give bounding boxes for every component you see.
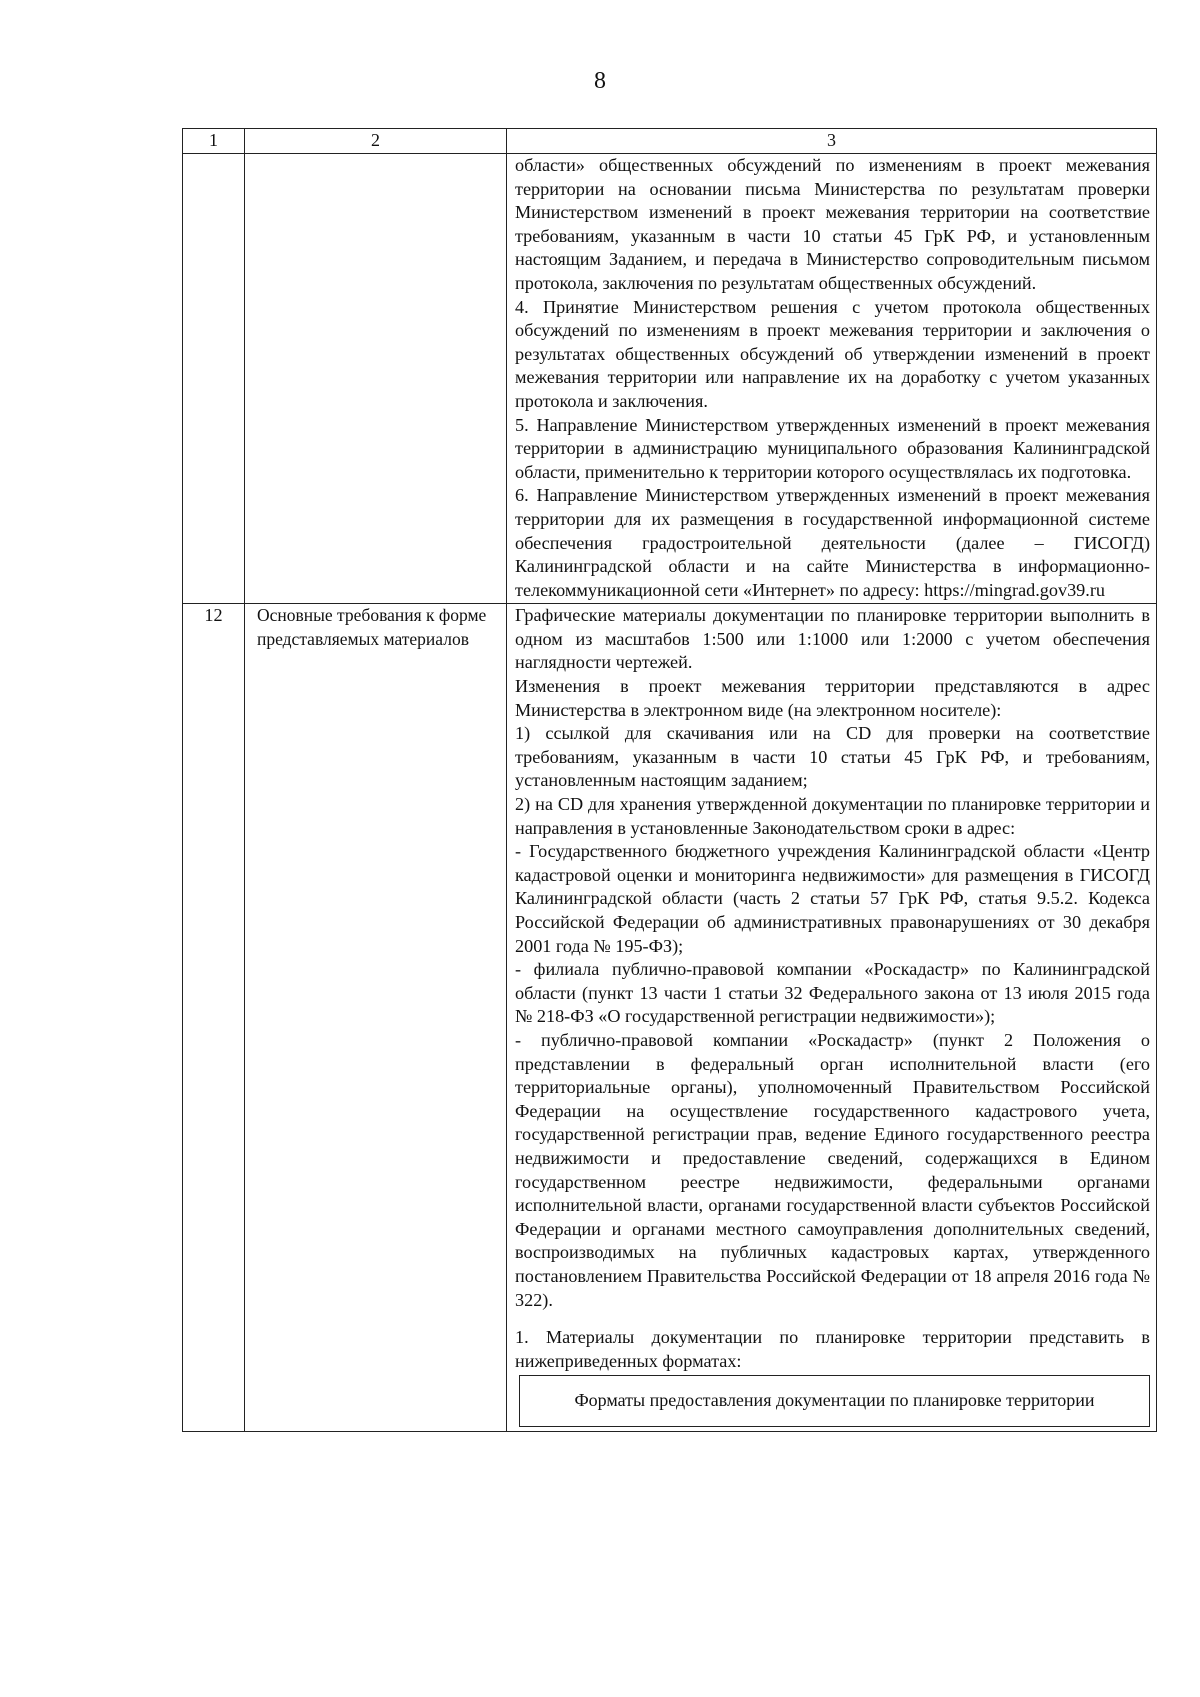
row-title: Основные требования к форме представляемых материалов — [245, 604, 507, 1432]
paragraph: 4. Принятие Министерством решения с учетом протокола общественных обсуждений по изменениям в проект межевания территории и заключения о результатах общественных обсуждений об утверждении изменений в проект межевания территории или направление их на доработку с учетом указанных протокола и заключения. — [515, 296, 1150, 411]
requirements-table — [182, 128, 1157, 1432]
row-content — [507, 154, 1157, 604]
row-content — [507, 604, 1157, 1432]
column-header-2: 2 — [245, 129, 507, 154]
row-number: 12 — [183, 604, 245, 1432]
paragraph: 6. Направление Министерством утвержденных изменений в проект межевания территории для их размещения в государственной информационной системе обеспечения градостроительной деятельности (далее – ГИСОГД) Калининградской области и на сайте Министерства в информационно-телекоммуникационной сети «Интернет» по адресу: https://mingrad.gov39.ru — [515, 485, 1150, 600]
table-row — [183, 604, 1157, 1432]
paragraph: - филиала публично-правовой компании «Роскадастр» по Калининградской области (пункт 13 части 1 статьи 32 Федерального закона от 13 июля 2015 года № 218-ФЗ «О государственной регистрации недвижимости»); — [515, 959, 1150, 1027]
paragraph: 1) ссылкой для скачивания или на CD для проверки на соответствие требованиям, указанным в части 10 статьи 45 ГрК РФ, и требованиям, установленным настоящим заданием; — [515, 723, 1150, 791]
formats-table-header: Форматы предоставления документации по планировке территории — [519, 1375, 1150, 1427]
paragraph: 5. Направление Министерством утвержденных изменений в проект межевания территории в администрацию муниципального образования Калининградской области, применительно к территории которого осуществлялась их подготовка. — [515, 414, 1150, 482]
paragraph: Изменения в проект межевания территории представляются в адрес Министерства в электронном виде (на электронном носителе): — [515, 676, 1150, 720]
column-header-1: 1 — [183, 129, 245, 154]
paragraph: Графические материалы документации по планировке территории выполнить в одном из масштабов 1:500 или 1:1000 или 1:2000 с учетом обеспечения наглядности чертежей. — [515, 605, 1150, 673]
row-number — [183, 154, 245, 604]
page-number: 8 — [594, 68, 606, 94]
paragraph: области» общественных обсуждений по изменениям в проект межевания территории на основании письма Министерства по результатам проверки Министерством изменений в проект межевания территории на соответствие требованиям, указанным в части 10 статьи 45 ГрК РФ, и установленным настоящим Заданием, и передача в Министерство сопроводительным письмом протокола, заключения по результатам общественных обсуждений. — [515, 155, 1150, 293]
table-header-row — [183, 129, 1157, 154]
paragraph: 2) на CD для хранения утвержденной документации по планировке территории и направления в установленные Законодательством сроки в адрес: — [515, 794, 1150, 838]
column-header-3: 3 — [507, 129, 1157, 154]
row-title — [245, 154, 507, 604]
formats-intro-paragraph: 1. Материалы документации по планировке территории представить в нижеприведенных форматах: — [515, 1327, 1150, 1371]
paragraph: - публично-правовой компании «Роскадастр» (пункт 2 Положения о представлении в федеральный орган исполнительной власти (его территориальные органы), уполномоченный Правительством Российской Федерации на осуществление государственного кадастрового учета, государственной регистрации прав, ведение Единого государственного реестра недвижимости и предоставление сведений, содержащихся в Едином государственном реестре недвижимости, федеральными органами исполнительной власти, органами государственной власти субъектов Российской Федерации и органами местного самоуправления дополнительных сведений, воспроизводимых на публичных кадастровых картах, утвержденного постановлением Правительства Российской Федерации от 18 апреля 2016 года № 322). — [515, 1029, 1150, 1310]
table-row — [183, 154, 1157, 604]
paragraph: - Государственного бюджетного учреждения Калининградской области «Центр кадастровой оценки и мониторинга недвижимости» для размещения в ГИСОГД Калининградской области (часть 2 статьи 57 ГрК РФ, статья 9.5.2. Кодекса Российской Федерации об административных правонарушениях от 30 декабря 2001 года № 195-ФЗ); — [515, 841, 1150, 956]
